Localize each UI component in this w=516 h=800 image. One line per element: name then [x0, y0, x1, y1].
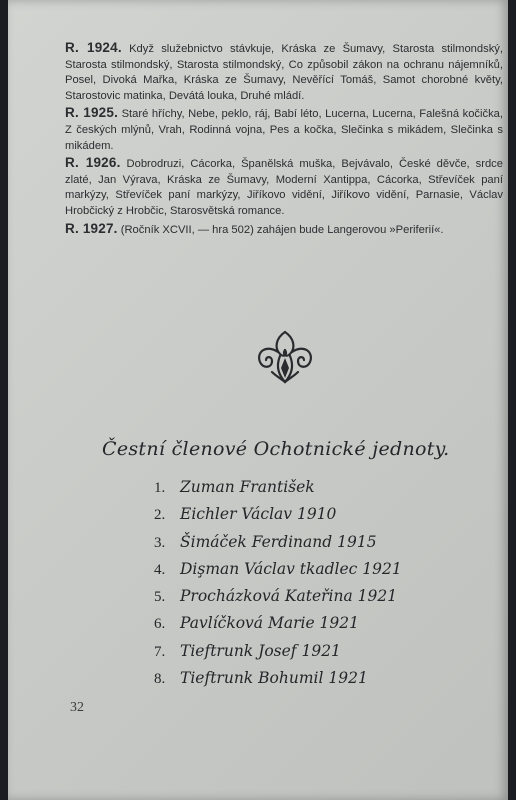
honorary-members-title: Čestní členové Ochotnické jednoty. — [102, 438, 450, 460]
entry-year: R. 1927. — [65, 220, 118, 236]
book-page — [8, 0, 508, 800]
entry-1924 — [65, 40, 503, 104]
member-name: Tieftrunk Josef 1921 — [180, 641, 341, 660]
list-item — [154, 642, 454, 669]
list-item — [154, 560, 454, 587]
list-item — [154, 614, 454, 641]
member-name: Dişman Václav tkadlec 1921 — [180, 559, 402, 578]
entry-text: Staré hříchy, Nebe, peklo, ráj, Babí léto, Lucerna, Lucerna, Falešná kočička, Z českých mlýnů, Vrah, Rodinná vojna, Pes a kočka, Slečinka s mikádem, Slečinka s mikádem. — [65, 108, 504, 152]
entry-text: Když služebnictvo stávkuje, Kráska ze Šumavy, Starosta stilmondský, Starosta stilmondský, Starosta stilmondský, Co způsobil zákon na ochranu nájemníků, Posel, Divoká Mařka, Kráska ze Šumavy, Nevěřící Tomáš, Samot chorobné květy, Starostovic matinka, Devátá louka, Druhé mládí. — [65, 43, 503, 102]
entry-year: R. 1925. — [65, 105, 119, 121]
entry-1927 — [65, 221, 503, 239]
member-name: Pavlíčková Marie 1921 — [180, 614, 359, 633]
member-number: 1. — [154, 480, 166, 496]
list-item — [154, 505, 454, 532]
member-number: 4. — [154, 561, 166, 578]
entry-year: R. 1924. — [65, 40, 122, 55]
member-number: 5. — [154, 589, 166, 606]
member-name: Šimáček Ferdinand 1915 — [180, 532, 377, 551]
list-item — [154, 478, 454, 505]
member-number: 7. — [154, 643, 166, 660]
list-item — [154, 669, 454, 696]
member-name: Tieftrunk Bohumil 1921 — [180, 669, 368, 688]
page-number: 32 — [70, 700, 84, 715]
member-number: 8. — [154, 671, 166, 688]
entry-year: R. 1926. — [65, 155, 121, 171]
honorary-members-list — [154, 478, 454, 696]
member-number: 6. — [154, 616, 166, 633]
floral-vignette-icon — [254, 328, 316, 386]
member-number: 3. — [154, 534, 166, 551]
member-name: Zuman František — [180, 478, 315, 496]
entry-text: (Ročník XCVII, — hra 502) zahájen bude Langerovou »Periferií«. — [120, 223, 444, 236]
member-name: Procházková Kateřina 1921 — [180, 587, 398, 606]
list-item — [154, 587, 454, 614]
yearly-plays-list — [65, 40, 503, 239]
entry-text: Dobrodruzi, Cácorka, Španělská muška, Bejvávalo, České děvče, srdce zlaté, Jan Výrava, Kráska ze Šumavy, Moderní Xantippa, Cácorka, Střevíček paní markýzy, Střevíček paní markýzy, Jiříkovo vidění, Jiříkovo vidění, Parnasie, Václav Hrobčický z Hrobčic, Starosvětská romance. — [65, 158, 503, 217]
member-number: 2. — [154, 507, 166, 524]
list-item — [154, 533, 454, 560]
entry-1925 — [65, 105, 503, 154]
member-name: Eichler Václav 1910 — [180, 505, 337, 524]
entry-1926 — [65, 155, 503, 219]
